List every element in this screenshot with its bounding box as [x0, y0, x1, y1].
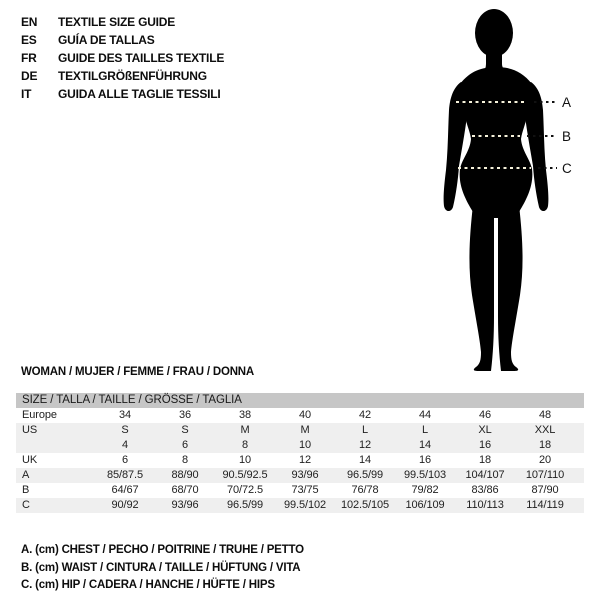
size-cell: 107/110: [525, 469, 565, 481]
marker-c-label: C: [562, 161, 572, 176]
size-cell: 70/72.5: [226, 484, 263, 496]
size-cell: 85/87.5: [106, 469, 143, 481]
size-table: [16, 393, 584, 513]
size-cell: 42: [358, 409, 372, 421]
size-cell: XXL: [534, 424, 556, 436]
language-list: [21, 13, 224, 103]
row-label: Europe: [22, 409, 57, 421]
language-row: [21, 49, 224, 67]
language-row: [21, 67, 224, 85]
size-cell: 106/109: [405, 499, 445, 511]
size-cell: 110/113: [466, 499, 504, 511]
language-code: IT: [21, 87, 32, 101]
size-cell: 90.5/92.5: [222, 469, 268, 481]
size-cell: 14: [358, 454, 372, 466]
size-cell: 96.5/99: [226, 499, 263, 511]
size-table-header: SIZE / TALLA / TAILLE / GRÖSSE / TAGLIA: [16, 393, 584, 408]
size-cell: 14: [418, 439, 432, 451]
size-cell: 40: [298, 409, 312, 421]
marker-b-label: B: [562, 129, 572, 144]
size-cell: 104/107: [465, 469, 505, 481]
size-cell: 64/67: [111, 484, 139, 496]
table-row: [16, 483, 584, 498]
size-cell: 34: [118, 409, 132, 421]
size-cell: XL: [478, 424, 492, 436]
language-row: [21, 13, 224, 31]
size-cell: 38: [238, 409, 252, 421]
size-cell: 44: [418, 409, 432, 421]
size-cell: 6: [181, 439, 189, 451]
size-cell: S: [121, 424, 129, 436]
legend-line: B. (cm) WAIST / CINTURA / TAILLE / HÜFTUNG / VITA: [21, 561, 301, 574]
size-cell: 12: [358, 439, 372, 451]
row-label: US: [22, 424, 38, 436]
legend-line: C. (cm) HIP / CADERA / HANCHE / HÜFTE / HIPS: [21, 579, 275, 591]
size-cell: 76/78: [351, 484, 379, 496]
size-cell: 16: [478, 439, 492, 451]
size-cell: 93/96: [171, 499, 199, 511]
section-title: WOMAN / MUJER / FEMME / FRAU / DONNA: [21, 366, 255, 378]
size-cell: 16: [418, 454, 432, 466]
language-title: TEXTILGRÖßENFÜHRUNG: [58, 69, 207, 83]
legend-line: A. (cm) CHEST / PECHO / POITRINE / TRUHE / PETTO: [21, 544, 304, 556]
size-cell: 10: [298, 439, 312, 451]
table-row: [16, 468, 584, 483]
table-row: [16, 408, 584, 423]
size-cell: 73/75: [291, 484, 319, 496]
size-cell: 46: [478, 409, 492, 421]
language-row: [21, 31, 224, 49]
size-cell: 68/70: [171, 484, 199, 496]
size-cell: 6: [121, 454, 129, 466]
marker-a-label: A: [562, 95, 572, 110]
language-code: DE: [21, 69, 38, 83]
size-cell: M: [300, 424, 310, 436]
row-label: C: [22, 499, 30, 511]
language-row: [21, 85, 224, 103]
size-cell: 20: [538, 454, 552, 466]
size-cell: 102.5/105: [340, 499, 390, 511]
language-title: GUÍA DE TALLAS: [58, 33, 155, 47]
language-code: FR: [21, 51, 37, 65]
size-cell: 90/92: [111, 499, 139, 511]
table-row: [16, 498, 584, 513]
size-cell: 48: [538, 409, 552, 421]
size-cell: 12: [298, 454, 312, 466]
language-code: EN: [21, 15, 38, 29]
language-code: ES: [21, 33, 37, 47]
row-label: A: [22, 469, 30, 481]
size-cell: 18: [538, 439, 552, 451]
size-cell: 88/90: [171, 469, 199, 481]
size-cell: 36: [178, 409, 192, 421]
size-cell: 18: [478, 454, 492, 466]
size-cell: L: [421, 424, 429, 436]
size-table-body: [16, 408, 584, 513]
row-label: B: [22, 484, 30, 496]
size-cell: 99.5/103: [403, 469, 447, 481]
size-cell: 87/90: [531, 484, 559, 496]
size-cell: 93/96: [291, 469, 319, 481]
size-cell: 4: [121, 439, 129, 451]
size-cell: 96.5/99: [346, 469, 383, 481]
woman-silhouette: [444, 9, 549, 371]
size-cell: 83/86: [471, 484, 499, 496]
size-cell: L: [361, 424, 369, 436]
language-title: TEXTILE SIZE GUIDE: [58, 15, 176, 29]
woman-silhouette-figure: [400, 0, 600, 390]
size-cell: 99.5/102: [283, 499, 327, 511]
size-cell: S: [181, 424, 189, 436]
size-cell: M: [240, 424, 250, 436]
language-title: GUIDE DES TAILLES TEXTILE: [58, 51, 225, 65]
table-row: [16, 453, 584, 468]
size-cell: 79/82: [411, 484, 439, 496]
measure-legend: [21, 542, 304, 595]
table-row: [16, 423, 584, 438]
row-label: [16, 438, 95, 453]
language-title: GUIDA ALLE TAGLIE TESSILI: [58, 87, 221, 101]
size-cell: 8: [241, 439, 249, 451]
table-row: [16, 438, 584, 453]
size-cell: 8: [181, 454, 189, 466]
size-cell: 114/119: [526, 499, 564, 511]
row-label: UK: [22, 454, 38, 466]
size-cell: 10: [238, 454, 252, 466]
